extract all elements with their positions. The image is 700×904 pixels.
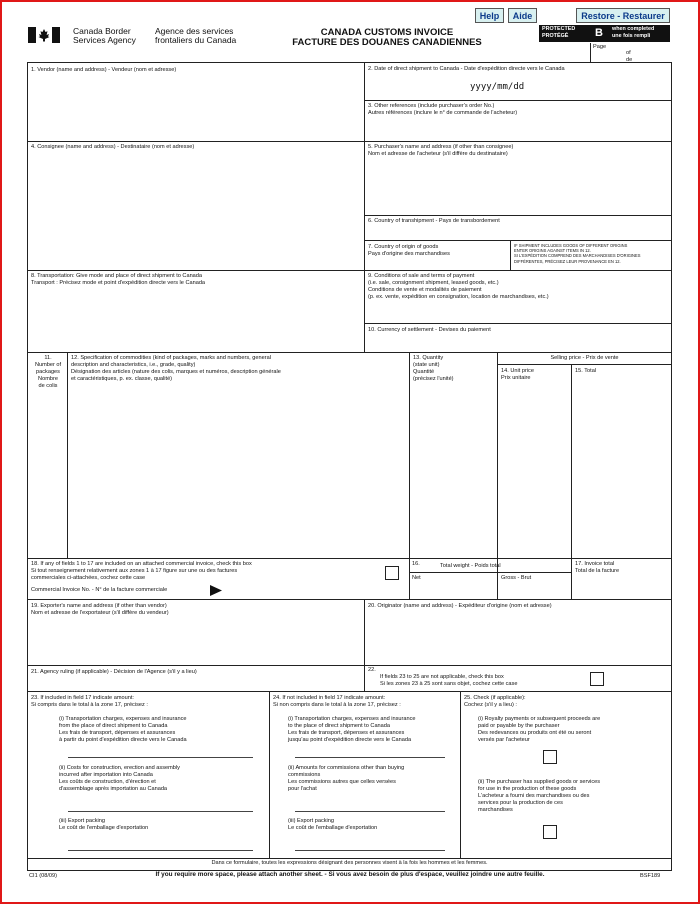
form-title-en: CANADA CUSTOMS INVOICE: [320, 27, 454, 38]
field-19-label: 19. Exporter's name and address (if other than vendor) Nom et adresse de l'exportateur (s'il diffère du vendeur): [31, 603, 169, 616]
field-24-ii-label: (ii) Amounts for commissions other than buying commissions Les commissions autres que celles versées pour l'achat: [288, 765, 405, 792]
field-15-label: 15. Total: [575, 368, 597, 374]
gender-note: Dans ce formulaire, toutes les expressions désignant des personnes visent à la fois les hommes et les femmes.: [211, 860, 488, 866]
field-3-label: 3. Other references (include purchaser's order No.) Autres références (inclure le n° de commande de l'acheteur): [368, 103, 518, 116]
field-13-label: 13. Quantity (state unit) Quantité (précisez l'unité): [413, 355, 454, 382]
field-24-i-label: (i) Transportation charges, expenses and insurance to the place of direct shipment to Canada Les frais de transport, dépenses et assurances jusqu'au point d'expédition directe vers le Canada: [288, 716, 416, 743]
field-23-iii-input[interactable]: [68, 850, 253, 851]
field-24-iii-input[interactable]: [295, 850, 445, 851]
field-17-label: 17. Invoice total Total de la facture: [575, 561, 620, 574]
field-22-checkbox[interactable]: [590, 672, 604, 686]
field-11-label: 11. Number of packages Nombre de colis: [34, 355, 62, 389]
right-arrow-icon: [210, 585, 222, 598]
field-4-input[interactable]: [28, 152, 363, 269]
form-code: BSF189: [640, 873, 661, 879]
field-23-ii-label: (ii) Costs for construction, erection and assembly incurred after importation into Canada Les coûts de construction, d'érection et d'assemblage après importation au Canada: [59, 765, 180, 792]
field-25-label: 25. Check (if applicable): Cochez (s'il y a lieu) :: [464, 695, 526, 708]
field-24-i-input[interactable]: [295, 757, 445, 758]
field-21-label: 21. Agency ruling (if applicable) - Décision de l'Agence (s'il y a lieu): [31, 669, 197, 675]
field-12-label: 12. Specification of commodities (kind of packages, marks and numbers, general description and characteristics, i.e., grade, quality) Désignation des articles (nature des colis, marques et numéros, description générale et caractéristiques, p. ex. classe, qualité): [71, 355, 281, 382]
field-1-input[interactable]: [28, 75, 363, 140]
field-22-label: If fields 23 to 25 are not applicable, check this box Si les zones 23 à 25 sont sans objet, cochez cette case: [380, 674, 518, 687]
field-6-label: 6. Country of transhipment - Pays de transbordement: [368, 218, 500, 224]
protected-letter: B: [595, 27, 603, 39]
form-id: CI1 (08/09): [29, 873, 57, 879]
field-2-date-input[interactable]: yyyy/mm/dd: [470, 82, 525, 92]
field-23-i-label: (i) Transportation charges, expenses and insurance from the place of direct shipment to Canada Les frais de transport, dépenses et assurances à partir du point d'expédition directe vers le Canada: [59, 716, 187, 743]
field-7-label: 7. Country of origin of goods Pays d'origine des marchandises: [368, 244, 450, 257]
field-1-label: 1. Vendor (name and address) - Vendeur (nom et adresse): [31, 67, 177, 73]
field-2-label: 2. Date of direct shipment to Canada - Date d'expédition directe vers le Canada: [368, 66, 565, 72]
protected-text: PROTECTED PROTÉGÉ: [542, 26, 576, 39]
field-18-label: 18. If any of fields 1 to 17 are included on an attached commercial invoice, check this box Si tout renseignement relativement aux zones 1 à 17 figure sur une ou des factures commerciales ci-attachées, cochez cette case: [31, 561, 252, 581]
field-5-label: 5. Purchaser's name and address (if other than consignee) Nom et adresse de l'acheteur (s'il diffère du destinataire): [368, 144, 514, 157]
field-24-ii-input[interactable]: [295, 811, 445, 812]
selling-price-label: Selling price - Prix de vente: [550, 355, 619, 361]
field-7-note: IF SHIPMENT INCLUDES GOODS OF DIFFERENT ORIGINS ENTER ORIGINS AGAINST ITEMS IN 12. SI L'EXPÉDITION COMPREND DES MARCHANDISES D'ORIGINES DIFFÉRENTES, PRÉCISEZ LEUR PROVENANCE EN 12.: [514, 243, 641, 264]
form-title-fr: FACTURE DES DOUANES CANADIENNES: [292, 37, 482, 48]
net-weight-label: Net: [412, 575, 421, 581]
field-23-iii-label: (iii) Export packing Le coût de l'emballage d'exportation: [59, 818, 149, 831]
field-25-ii-label: (ii) The purchaser has supplied goods or services for use in the production of these goods L'acheteur a fourni des marchandises ou des services pour la production de ces marchandises: [478, 779, 601, 813]
field-14-label: 14. Unit price Prix unitaire: [501, 368, 534, 381]
field-16-label: 16.: [412, 561, 420, 567]
protected-badge: [539, 25, 670, 42]
page-of-label: of de: [626, 50, 633, 63]
field-19-input[interactable]: [28, 618, 363, 664]
agency-name-en: Canada Border Services Agency: [73, 26, 136, 45]
field-9-label: 9. Conditions of sale and terms of payment (i.e. sale, consignment shipment, leased goods, etc.) Conditions de vente et modalités de paiement (p. ex. vente, expédition en consignation, location de marchandises, etc.): [368, 273, 549, 300]
field-22-number: 22.: [368, 667, 376, 673]
restore-button[interactable]: Restore - Restaurer: [576, 8, 670, 23]
field-20-label: 20. Originator (name and address) - Expéditeur d'origine (nom et adresse): [368, 603, 552, 609]
field-8-label: 8. Transportation: Give mode and place of direct shipment to Canada Transport : Précisez mode et point d'expédition directe vers le Canada: [31, 273, 206, 286]
canada-flag-icon: [28, 27, 60, 43]
field-23-label: 23. If included in field 17 indicate amount: Si compris dans le total à la zone 17, précisez :: [31, 695, 148, 708]
more-space-note: If you require more space, please attach another sheet. - Si vous avez besoin de plus d'espace, veuillez joindre une autre feuille.: [155, 871, 545, 878]
field-20-input[interactable]: [365, 611, 671, 664]
field-18-checkbox[interactable]: [385, 566, 399, 580]
field-4-label: 4. Consignee (name and address) - Destinataire (nom et adresse): [31, 144, 195, 150]
total-weight-label: Total weight - Poids total: [440, 563, 501, 569]
field-25-i-checkbox[interactable]: [543, 750, 557, 764]
field-23-ii-input[interactable]: [68, 811, 253, 812]
field-3-input[interactable]: [365, 118, 671, 140]
field-8-input[interactable]: [28, 289, 363, 351]
agency-name-fr: Agence des services frontaliers du Canada: [155, 26, 237, 45]
field-18-invoice-number-label: Commercial Invoice No. - N° de la facture commerciale: [31, 587, 168, 593]
help-button[interactable]: Help: [475, 8, 504, 23]
field-25-i-label: (i) Royalty payments or subsequent proceeds are paid or payable by the purchaser Des redevances ou produits ont été ou seront versés par l'acheteur: [478, 716, 601, 743]
field-24-iii-label: (iii) Export packing Le coût de l'emballage d'exportation: [288, 818, 378, 831]
field-23-i-input[interactable]: [68, 757, 253, 758]
field-25-ii-checkbox[interactable]: [543, 825, 557, 839]
page-label: Page: [593, 44, 607, 50]
when-completed-text: when completed une fois rempli: [612, 26, 655, 39]
commodities-table-input[interactable]: [28, 395, 671, 557]
field-24-label: 24. If not included in field 17 indicate amount: Si non compris dans le total à la zone 17, précisez :: [273, 695, 401, 708]
gross-weight-label: Gross - Brut: [501, 575, 532, 581]
field-10-label: 10. Currency of settlement - Devises du paiement: [368, 327, 491, 333]
aide-button[interactable]: Aide: [508, 8, 537, 23]
field-5-input[interactable]: [365, 160, 671, 214]
